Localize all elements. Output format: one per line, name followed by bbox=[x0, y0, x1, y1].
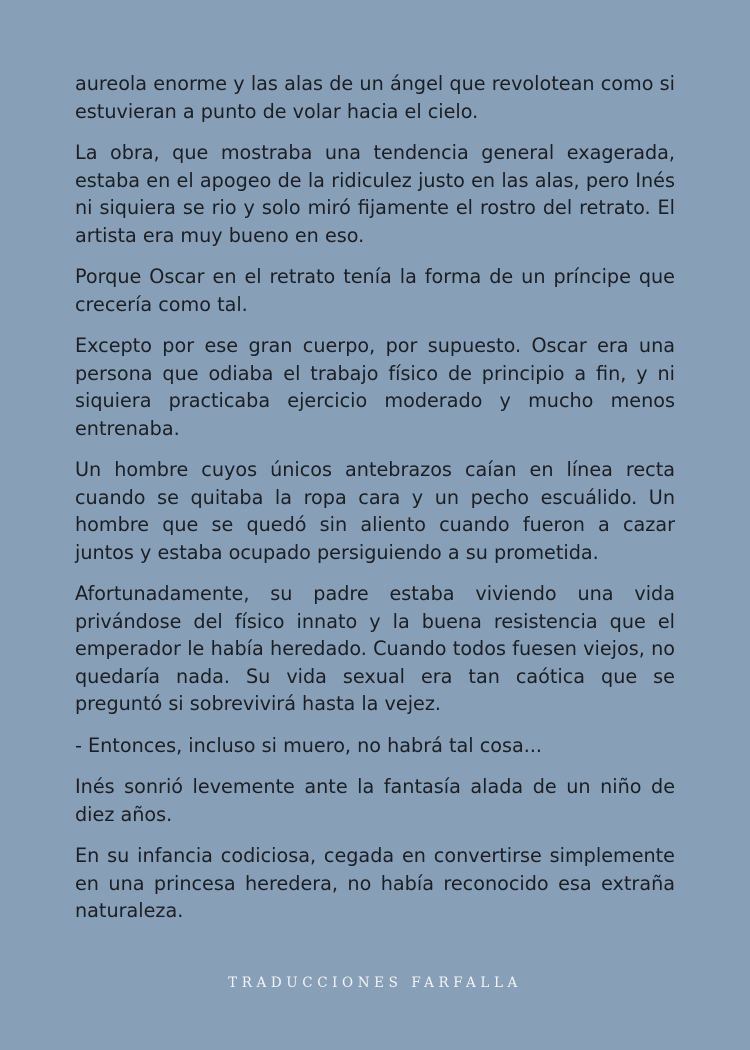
paragraph: - Entonces, incluso si muero, no habrá tal cosa... bbox=[75, 733, 543, 757]
paragraph: En su infancia codiciosa, cegada en convertirse simplemente en una princesa heredera, no había reconocido esa extraña naturaleza. bbox=[75, 844, 675, 922]
paragraph: aureola enorme y las alas de un ángel que revolotean como si estuvieran a punto de volar hacia el cielo. bbox=[75, 72, 675, 123]
paragraph: Un hombre cuyos únicos antebrazos caían en línea recta cuando se quitaba la ropa cara y un pecho escuálido. Un hombre que se quedó sin aliento cuando fueron a cazar juntos y estaba ocupado persiguiendo a su prometida. bbox=[75, 458, 675, 564]
paragraph: La obra, que mostraba una tendencia general exagerada, estaba en el apogeo de la ridiculez justo en las alas, pero Inés ni siquiera se rio y solo miró fijamente el rostro del retrato. El artista era muy bueno en eso. bbox=[75, 141, 675, 247]
page-footer: TRADUCCIONES FARFALLA bbox=[228, 975, 522, 991]
paragraph: Inés sonrió levemente ante la fantasía alada de un niño de diez años. bbox=[75, 775, 675, 826]
paragraph: Porque Oscar en el retrato tenía la forma de un príncipe que crecería como tal. bbox=[75, 265, 675, 316]
paragraph: Excepto por ese gran cuerpo, por supuesto. Oscar era una persona que odiaba el trabajo físico de principio a fin, y ni siquiera practicaba ejercicio moderado y mucho menos entrenaba. bbox=[75, 334, 675, 440]
page-body bbox=[75, 70, 675, 939]
paragraph: Afortunadamente, su padre estaba viviendo una vida privándose del físico innato y la buena resistencia que el emperador le había heredado. Cuando todos fuesen viejos, no quedaría nada. Su vida sexual era tan caótica que se preguntó si sobrevivirá hasta la vejez. bbox=[75, 582, 675, 715]
